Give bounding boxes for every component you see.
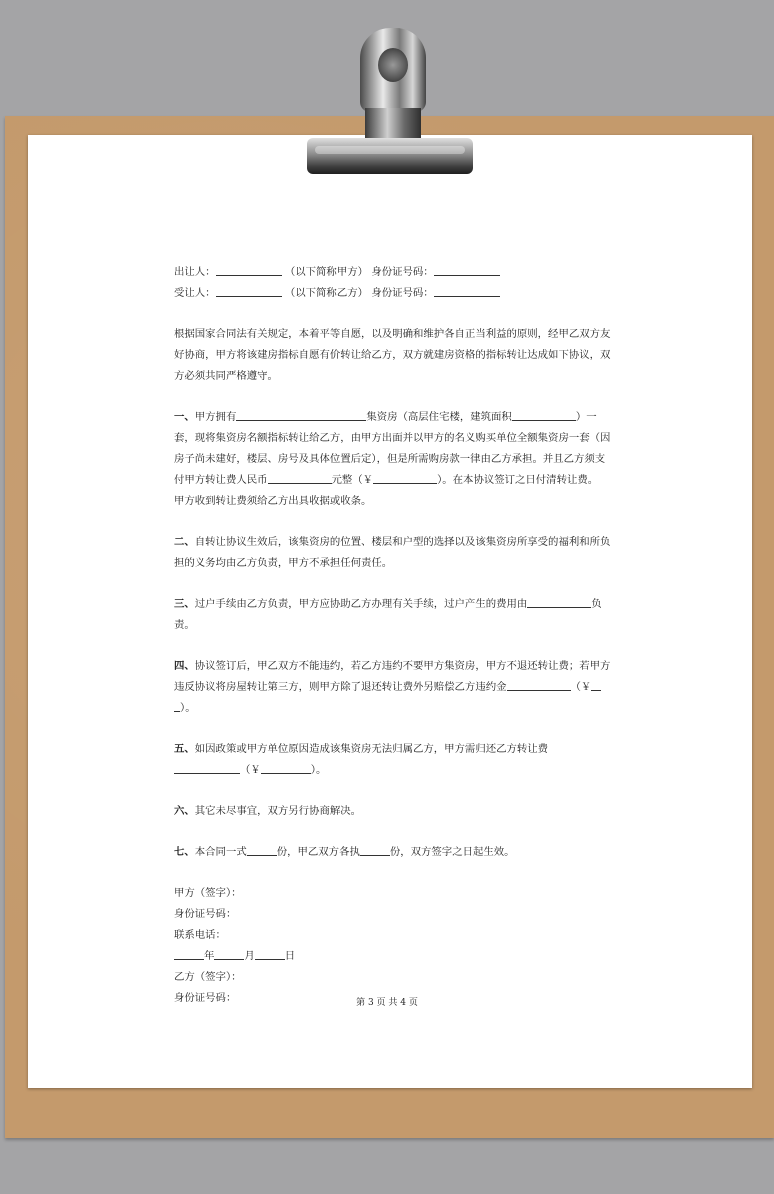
id-label: 身份证号码： — [371, 287, 434, 299]
clause-text: 违反协议将房屋转让第三方，则甲方除了退还转让费外另赔偿乙方违约金 — [174, 681, 507, 693]
copies-blank — [247, 843, 277, 856]
area-blank — [512, 408, 576, 421]
year-blank — [174, 947, 204, 960]
clause-3-line-1 — [174, 594, 604, 615]
copies-each-blank — [360, 843, 390, 856]
blank-field — [527, 595, 591, 608]
clause-text: ）一 — [575, 411, 597, 423]
clause-1-line-1 — [174, 407, 604, 428]
clause-text: ）。在本协议签订之日付清转让费。 — [437, 474, 599, 486]
year-label: 年 — [204, 950, 215, 962]
intro-line: 根据国家合同法有关规定，本着平等自愿，以及明确和维护各自正当利益的原则，经甲乙双方友 — [174, 328, 611, 340]
transferor-name-blank — [216, 263, 282, 276]
clause-text: 甲方拥有 — [194, 411, 237, 423]
clause-text: 集资房（高层住宅楼，建筑面积 — [366, 411, 512, 423]
clause-4-line-3 — [174, 698, 604, 719]
clause-text: 份，甲乙双方各执 — [276, 846, 360, 858]
clause-number: 二、 — [174, 536, 195, 548]
clause-text: 负 — [591, 598, 602, 610]
clause-text: 份，双方签字之日起生效。 — [389, 846, 515, 858]
fee-blank — [268, 471, 332, 484]
phone-label: 联系电话： — [174, 929, 226, 941]
clause-number: 六、 — [174, 805, 195, 817]
day-blank — [255, 947, 285, 960]
clause-number: 五、 — [174, 743, 195, 755]
clause-text: 元整（￥ — [331, 474, 374, 486]
penalty-number-blank — [591, 678, 601, 691]
clause-number: 四、 — [174, 660, 195, 672]
clause-1-line-2: 套，现将集资房名额指标转让给乙方，由甲方出面并以甲方的名义购买单位全额集资房一套（因 — [174, 432, 611, 444]
intro-line: 好协商，甲方将该建房指标自愿有价转让给乙方，双方就建房资格的指标转让达成如下协议，双 — [174, 349, 611, 361]
clause-text: （￥ — [570, 681, 592, 693]
page-number: 第 3 页 共 4 页 — [356, 998, 418, 1008]
refund-blank — [174, 761, 240, 774]
contract-body — [174, 262, 611, 1009]
clause-text: 其它未尽事宜，双方另行协商解决。 — [194, 805, 362, 817]
binder-clip-icon — [305, 28, 475, 178]
transferee-name-blank — [216, 284, 282, 297]
transferee-id-blank — [434, 284, 500, 297]
clause-4-line-1 — [174, 656, 611, 677]
clause-text: 自转让协议生效后，该集资房的位置、楼层和户型的选择以及该集资房所享受的福利和所负 — [194, 536, 611, 548]
clause-text: 本合同一式 — [194, 846, 247, 858]
clause-1-line-3: 房子尚未建好，楼层、房号及具体位置后定），但是所需购房款一律由乙方承担。并且乙方须支 — [174, 453, 606, 465]
refund-number-blank — [261, 761, 311, 774]
clause-6 — [174, 801, 604, 822]
intro-line: 方必须共同严格遵守。 — [174, 370, 278, 382]
clause-5-line-2 — [174, 760, 604, 781]
clause-text: ）。 — [180, 702, 196, 714]
day-label: 日 — [284, 950, 296, 962]
transferee-label: 受让人： — [174, 287, 216, 299]
fee-number-blank — [373, 471, 437, 484]
party-b-id-label: 身份证号码： — [174, 992, 237, 1004]
clause-7 — [174, 842, 604, 863]
transferee-line — [174, 283, 604, 304]
party-a-signature-label: 甲方（签字）： — [174, 887, 242, 899]
clause-text: （￥ — [240, 764, 261, 776]
transferor-id-blank — [434, 263, 500, 276]
party-b-note: （以下简称乙方） — [284, 287, 368, 299]
blank-field — [236, 408, 366, 421]
party-a-note: （以下简称甲方） — [284, 266, 368, 278]
transferor-label: 出让人： — [174, 266, 216, 278]
clause-3-line-2: 责。 — [174, 619, 195, 631]
clause-1-line-5: 甲方收到转让费须给乙方出具收据或收条。 — [174, 495, 372, 507]
clause-number: 一、 — [174, 411, 195, 423]
clause-4-line-2 — [174, 677, 604, 698]
month-label: 月 — [244, 950, 255, 962]
clause-text: 付甲方转让费人民币 — [174, 474, 268, 486]
clause-text: 协议签订后，甲乙双方不能违约，若乙方违约不要甲方集资房，甲方不退还转让费；若甲方 — [194, 660, 611, 672]
clause-number: 三、 — [174, 598, 195, 610]
clause-text: ）。 — [310, 764, 327, 776]
clip-hole — [378, 48, 408, 82]
party-a-id-label: 身份证号码： — [174, 908, 237, 920]
id-label: 身份证号码： — [371, 266, 434, 278]
transferor-line — [174, 262, 604, 283]
clause-5-line-1 — [174, 739, 604, 760]
clip-base — [307, 138, 473, 174]
clause-text: 过户手续由乙方负责，甲方应协助乙方办理有关手续，过户产生的费用由 — [194, 598, 528, 610]
penalty-blank — [507, 678, 571, 691]
clause-2-line-2: 担的义务均由乙方负责，甲方不承担任何责任。 — [174, 557, 393, 569]
clause-1-line-4 — [174, 470, 604, 491]
clause-number: 七、 — [174, 846, 195, 858]
clause-2-line-1 — [174, 532, 611, 553]
party-b-signature-label: 乙方（签字）： — [174, 971, 242, 983]
month-blank — [214, 947, 244, 960]
date-line — [174, 946, 604, 967]
clause-text: 如因政策或甲方单位原因造成该集资房无法归属乙方，甲方需归还乙方转让费 — [194, 743, 549, 755]
